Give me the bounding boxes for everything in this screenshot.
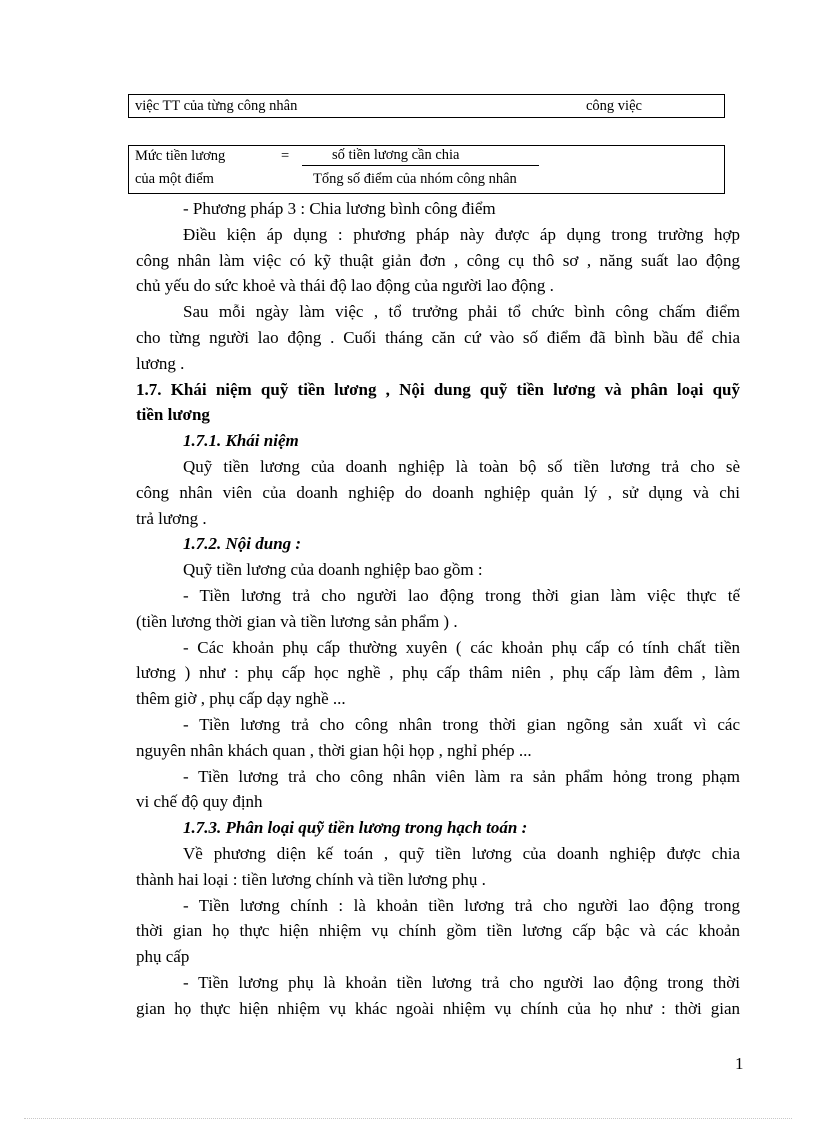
text-line: - Tiền lương phụ là khoản tiền lương trả cho người lao động trong thời [183,972,740,992]
text-line: cho từng người lao động . Cuối tháng căn cứ vào số điểm đã bình bầu để chia [136,327,740,347]
text-line: công nhân viên của doanh nghiệp do doanh nghiệp quản lý , sử dụng và chi [136,482,740,502]
text-line: Quỹ tiền lương của doanh nghiệp là toàn bộ số tiền lương trả cho sè [183,456,740,476]
fraction-line [302,165,539,166]
page-number: 1 [735,1054,744,1073]
formula-label-line2: của một điểm [135,171,214,187]
formula-box [128,145,725,194]
formula-equals: = [281,148,290,164]
box-top-left-text: việc TT của từng công nhân [135,98,298,114]
text-line: vi chế độ quy định [136,792,263,812]
text-line: - Tiền lương trả cho người lao động trong thời gian làm việc thực tế [183,585,740,605]
section-heading: 1.7. Khái niệm quỹ tiền lương , Nội dung quỹ tiền lương và phân loại quỹ [136,379,740,399]
text-line: - Tiền lương trả cho công nhân viên làm ra sản phẩm hỏng trong phạm [183,766,740,786]
text-line: - Tiền lương trả cho công nhân trong thời gian ngõng sản xuất vì các [183,714,740,734]
text-line: thời gian họ thực hiện nhiệm vụ chính gồm tiền lương cấp bậc và các khoản [136,921,740,941]
text-line: nguyên nhân khách quan , thời gian hội họp , nghỉ phép ... [136,740,532,760]
text-line: gian họ thực hiện nhiệm vụ khác ngoài nhiệm vụ chính của họ như : thời gian [136,998,740,1018]
formula-denominator: Tổng số điểm của nhóm công nhân [313,171,517,187]
formula-label-line1: Mức tiền lương [135,148,226,164]
text-line: lương . [136,353,185,373]
text-line: - Các khoản phụ cấp thường xuyên ( các khoản phụ cấp có tính chất tiền [183,637,740,657]
text-line: trả lương . [136,508,207,528]
page-bottom-rule [24,1118,792,1119]
text-line: Điều kiện áp dụng : phương pháp này được áp dụng trong trường hợp [183,224,740,244]
text-line: phụ cấp [136,947,190,967]
text-line: Sau mỗi ngày làm việc , tổ trưởng phải tổ chức bình công chấm điểm [183,302,740,322]
section-heading-cont: tiền lương [136,405,210,425]
text-line: (tiền lương thời gian và tiền lương sản phẩm ) . [136,611,458,631]
text-line: Quỹ tiền lương của doanh nghiệp bao gồm : [183,560,483,580]
box-top-right-text: công việc [586,98,642,114]
text-line: - Phương pháp 3 : Chia lương bình công điểm [183,199,496,218]
subsection-heading: 1.7.1. Khái niệm [183,431,299,451]
text-line: công nhân làm việc có kỹ thuật giản đơn , công cụ thô sơ , năng suất lao động [136,250,740,270]
formula-box-top [128,94,725,118]
text-line: thêm giờ , phụ cấp dạy nghề ... [136,689,346,709]
text-line: lương ) như : phụ cấp học nghề , phụ cấp thâm niên , phụ cấp làm đêm , làm [136,663,740,683]
text-line: chủ yếu do sức khoẻ và thái độ lao động của người lao động . [136,276,554,296]
subsection-heading: 1.7.3. Phân loại quỹ tiền lương trong hạch toán : [183,818,528,838]
text-line: - Tiền lương chính : là khoản tiền lương trả cho người lao động trong [183,895,740,915]
text-line: Về phương diện kế toán , quỹ tiền lương của doanh nghiệp được chia [183,843,740,863]
formula-numerator: số tiền lương cần chia [332,147,460,163]
text-line: thành hai loại : tiền lương chính và tiền lương phụ . [136,869,486,889]
document-body [136,196,740,1022]
subsection-heading: 1.7.2. Nội dung : [183,534,302,554]
